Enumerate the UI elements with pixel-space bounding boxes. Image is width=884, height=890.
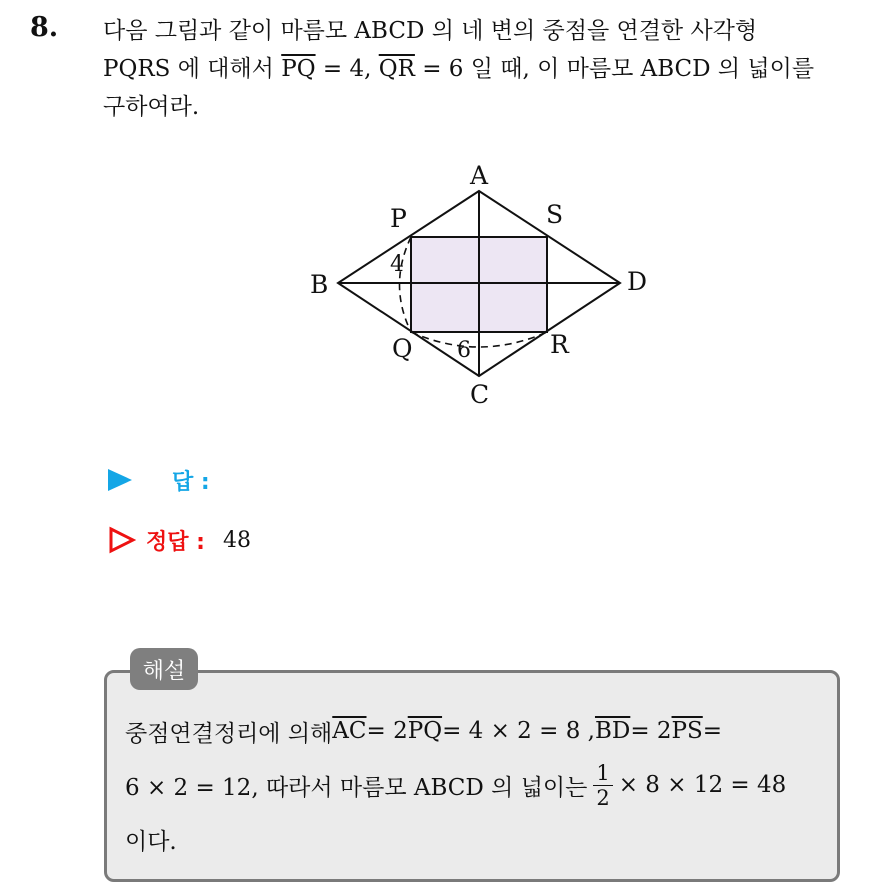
- rhombus-diagram: [300, 150, 670, 420]
- question-line-2-suffix: = 6 일 때, 이 마름모 ABCD 의 넓이를: [414, 56, 815, 82]
- question-number: 8.: [30, 12, 59, 43]
- solution-tab: 해설: [130, 648, 198, 690]
- solution-line-1-mid: = 4 × 2 = 8 ,: [442, 718, 595, 744]
- solution-line-2-suffix: × 8 × 12 = 48: [618, 772, 787, 798]
- label-s: S: [546, 200, 564, 229]
- question-line-2: [103, 50, 868, 88]
- question-text: [103, 12, 868, 126]
- label-q: Q: [392, 334, 413, 363]
- question-line-1: 다음 그림과 같이 마름모 ABCD 의 네 변의 중점을 연결한 사각형: [103, 18, 758, 44]
- question-eq-4: = 4,: [315, 56, 379, 82]
- segment-bd: $\overline{BD}$: [594, 718, 631, 744]
- fraction-numerator: 1: [593, 761, 612, 786]
- rhombus-figure: [300, 150, 670, 420]
- label-d: D: [627, 267, 648, 296]
- segment-ps: $\overline{PS}$: [671, 718, 703, 744]
- solution-line-2: [125, 758, 825, 812]
- measure-label-qr: 6: [457, 338, 471, 363]
- fraction-one-half: [593, 761, 612, 810]
- solution-text: [125, 704, 825, 866]
- answer-row: [108, 462, 210, 498]
- solution-line-1-prefix: 중점연결정리에 의해: [125, 720, 333, 747]
- segment-pq: $\overline{PQ}$: [281, 56, 316, 82]
- solution-line-1: [125, 704, 825, 758]
- question-line-2-prefix: PQRS 에 대해서: [103, 56, 282, 82]
- segment-ac: $\overline{AC}$: [332, 718, 367, 744]
- solution-eq-end: =: [702, 718, 723, 744]
- label-r: R: [550, 330, 569, 359]
- correct-answer-label: 정답 :: [146, 529, 205, 555]
- correct-answer-value: 48: [222, 527, 251, 553]
- fraction-denominator: 2: [596, 785, 610, 810]
- label-p: P: [390, 204, 407, 233]
- outline-arrow-icon: [108, 526, 136, 554]
- solution-line-3: 이다.: [125, 828, 177, 855]
- label-a: A: [470, 161, 489, 190]
- solution-eq-2: = 2: [366, 718, 408, 744]
- label-b: B: [310, 270, 329, 299]
- segment-qr: $\overline{QR}$: [378, 56, 415, 82]
- question-line-3: 구하여라.: [103, 94, 200, 120]
- segment-pq-solution: $\overline{PQ}$: [407, 718, 443, 744]
- label-c: C: [470, 380, 490, 409]
- solution-eq-2b: = 2: [630, 718, 672, 744]
- solution-line-2-prefix: 6 × 2 = 12, 따라서 마름모 ABCD 의 넓이는: [125, 774, 588, 801]
- play-arrow-icon: [108, 469, 132, 491]
- correct-answer-row: [108, 522, 251, 558]
- measure-label-pq: 4: [390, 252, 404, 277]
- answer-label: 답 :: [172, 469, 210, 495]
